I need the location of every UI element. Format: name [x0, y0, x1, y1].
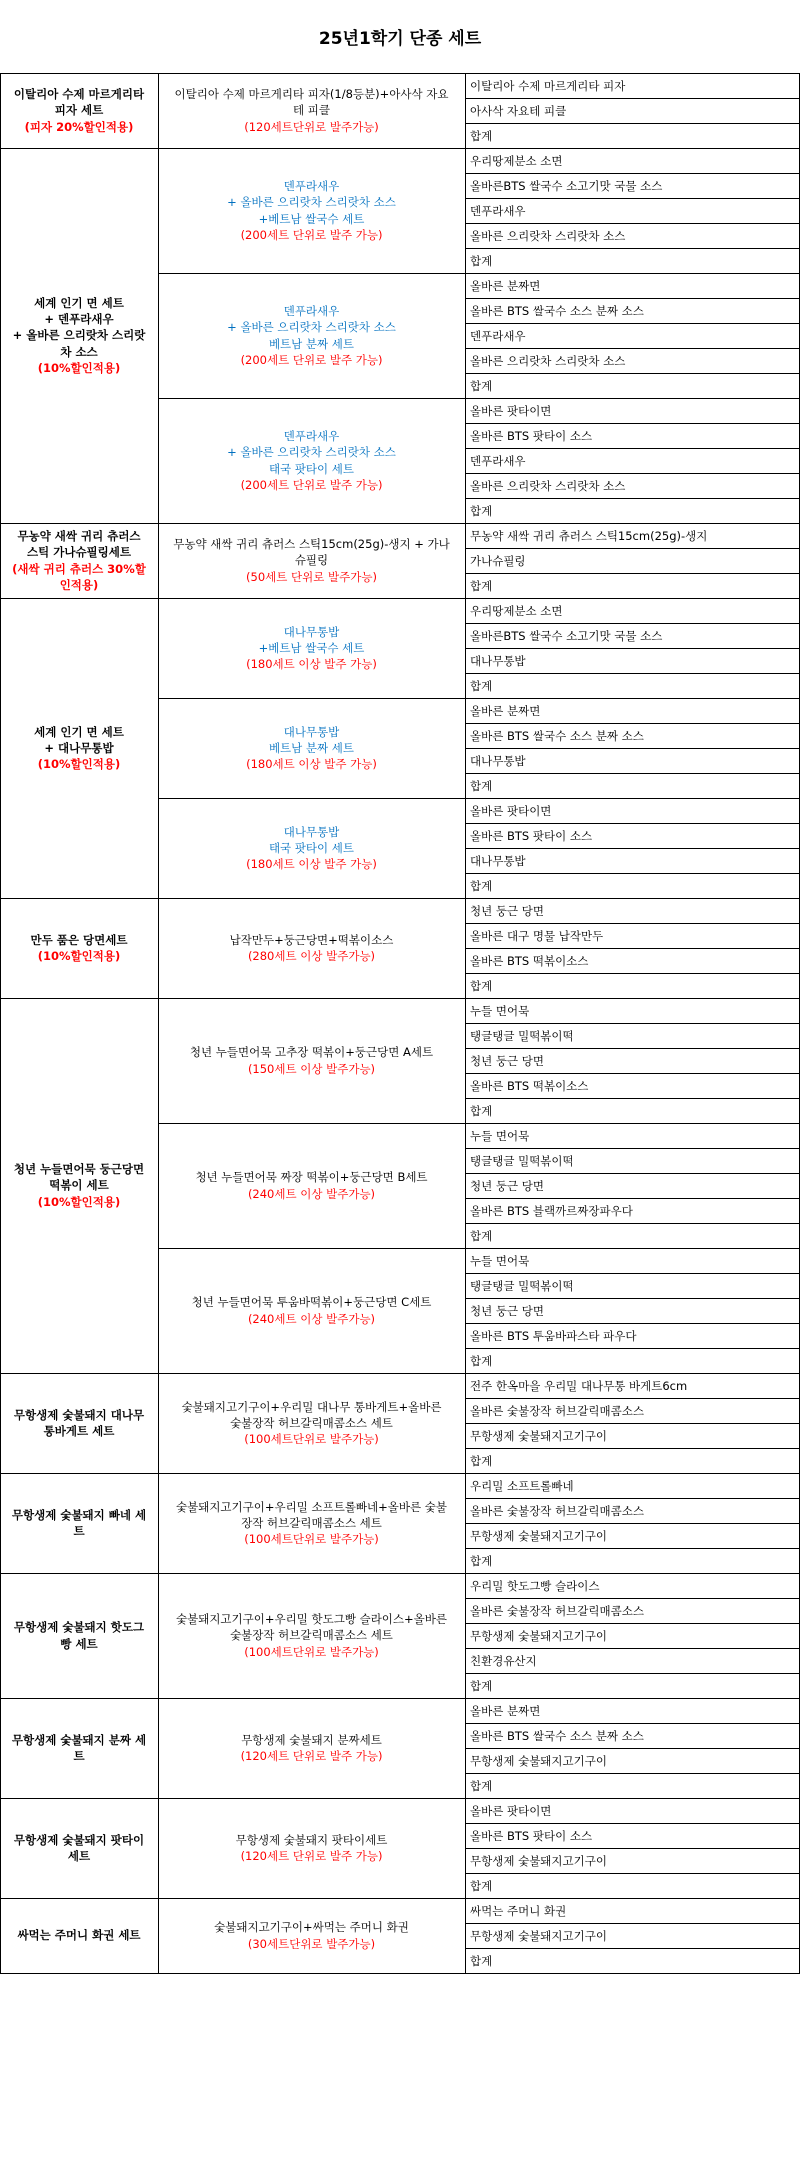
table-rule	[465, 1423, 800, 1424]
component-item: 올바른 BTS 쌀국수 소스 분짜 소스	[470, 1728, 644, 1743]
component-item: 무항생제 숯불돼지고기구이	[470, 1428, 607, 1443]
component-item: 올바른 분짜면	[470, 278, 541, 293]
set-group-name-line: 세계 인기 면 세트	[34, 724, 124, 739]
component-item: 올바른BTS 쌀국수 소고기맛 국물 소스	[470, 178, 663, 193]
component-item: 누들 면어묵	[470, 1253, 530, 1268]
document-title: 25년1학기 단종 세트	[318, 28, 482, 49]
discount-note: (10%할인적용)	[37, 949, 121, 963]
component-item: 올바른 분짜면	[470, 1703, 541, 1718]
total-row: 합계	[470, 128, 493, 143]
component-item: 덴푸라새우	[470, 203, 526, 218]
set-group-name	[0, 523, 158, 598]
set-description	[158, 1898, 465, 1973]
set-group-name-line: 스틱 가나슈필링세트	[27, 545, 131, 560]
set-description-line: 숯불돼지고기구이+우리밀 소프트롤빠네+올바른 숯불	[176, 1499, 447, 1514]
set-description	[158, 1123, 465, 1248]
order-unit-note: (180세트 이상 발주 가능)	[246, 657, 377, 672]
table-rule	[465, 648, 800, 649]
discount-note: (피자 20%할인적용)	[24, 119, 134, 134]
component-item: 무항생제 숯불돼지고기구이	[470, 1853, 607, 1868]
table-rule	[465, 1673, 800, 1674]
set-description-line: 대나무통밥	[283, 724, 340, 739]
set-description-line: 테 피클	[293, 103, 330, 118]
order-unit-note: (120세트단위로 발주가능)	[244, 119, 379, 134]
set-description	[158, 273, 465, 398]
set-group-name	[0, 1373, 158, 1473]
set-group-name	[0, 73, 158, 148]
set-description	[158, 898, 465, 998]
component-item: 올바른 팟타이면	[470, 403, 552, 418]
component-item: 탱글탱글 밀떡볶이떡	[470, 1028, 574, 1043]
component-item: 올바른 으리랏차 스리랏차 소스	[470, 228, 626, 243]
set-group-name-line: 무농약 새싹 귀리 츄러스	[17, 528, 141, 543]
component-item: 올바른 팟타이면	[470, 1803, 552, 1818]
component-item: 누들 면어묵	[470, 1128, 530, 1143]
set-group-name-line: + 덴푸라새우	[44, 312, 114, 326]
table-rule	[465, 1048, 800, 1049]
set-description	[158, 1798, 465, 1898]
table-rule	[465, 548, 800, 549]
set-group-name	[0, 1798, 158, 1898]
order-unit-note: (200세트 단위로 발주 가능)	[240, 477, 383, 492]
set-group-name-line: 무항생제 숯불돼지 빠네 세	[11, 1507, 147, 1522]
table-rule	[465, 123, 800, 124]
component-item: 올바른 BTS 쌀국수 소스 분짜 소스	[470, 303, 644, 318]
component-item: 올바른 BTS 팟타이 소스	[470, 828, 593, 843]
table-rule	[465, 73, 466, 1974]
set-description	[158, 1373, 465, 1473]
order-unit-note: (240세트 이상 발주가능)	[247, 1186, 376, 1201]
total-row: 합계	[470, 978, 493, 993]
total-row: 합계	[470, 503, 493, 518]
total-row: 합계	[470, 1878, 493, 1893]
set-group-name	[0, 598, 158, 898]
table-rule	[465, 348, 800, 349]
order-unit-note: (280세트 이상 발주가능)	[247, 949, 376, 963]
set-description-line: 대나무통밥	[283, 824, 340, 839]
table-rule	[465, 1323, 800, 1324]
table-rule	[465, 1198, 800, 1199]
set-description-line: 무농약 새싹 귀리 츄러스 스틱15cm(25g)-생지 + 가나	[173, 537, 450, 551]
set-description-line: 청년 누들면어묵 고추장 떡볶이+둥근당면 A세트	[189, 1045, 434, 1060]
table-rule	[465, 973, 800, 974]
set-group-name	[0, 148, 158, 523]
order-unit-note: (120세트 단위로 발주 가능)	[240, 1849, 383, 1863]
table-rule	[465, 1348, 800, 1349]
set-description	[158, 1248, 465, 1373]
set-description	[158, 148, 465, 273]
component-item: 대나무통밥	[470, 753, 526, 768]
table-rule	[465, 1398, 800, 1399]
table-rule	[0, 73, 1, 1974]
set-group-name-line: 차 소스	[60, 344, 98, 359]
table-rule	[465, 1598, 800, 1599]
component-item: 올바른 BTS 쌀국수 소스 분짜 소스	[470, 728, 644, 743]
set-description	[158, 73, 465, 148]
set-group-name-line: 피자 세트	[54, 103, 104, 118]
component-item: 우리밀 핫도그빵 슬라이스	[470, 1578, 600, 1593]
component-item: 올바른 숯불장작 허브갈릭매콤소스	[470, 1503, 644, 1518]
set-group-name-line: 트	[73, 1524, 85, 1538]
set-description-line: 대나무통밥	[283, 624, 340, 639]
component-item: 올바른 BTS 팟타이 소스	[470, 428, 593, 443]
component-item: 올바른 BTS 블랙까르짜장파우다	[470, 1203, 633, 1218]
table-rule	[465, 848, 800, 849]
table-rule	[465, 1448, 800, 1449]
component-item: 올바른 대구 명물 납작만두	[470, 928, 604, 943]
table-rule	[465, 298, 800, 299]
set-description-line: 장작 허브갈릭매콤소스 세트	[241, 1515, 382, 1530]
table-rule	[465, 248, 800, 249]
table-rule	[465, 1948, 800, 1949]
set-description	[158, 398, 465, 523]
component-item: 올바른 분짜면	[470, 703, 541, 718]
component-item: 이탈리아 수제 마르게리타 피자	[470, 78, 626, 93]
set-group-name-line: 세트	[67, 1849, 91, 1863]
table-rule	[465, 673, 800, 674]
set-description-line: 베트남 분짜 세트	[268, 336, 355, 351]
total-row: 합계	[470, 1553, 493, 1568]
order-unit-note: (120세트 단위로 발주 가능)	[240, 1749, 383, 1763]
component-item: 무항생제 숯불돼지고기구이	[470, 1928, 607, 1943]
component-item: 올바른 숯불장작 허브갈릭매콤소스	[470, 1603, 644, 1618]
set-description-line: +베트남 쌀국수 세트	[258, 211, 365, 226]
set-description-line: 청년 누들면어묵 짜장 떡볶이+둥근당면 B세트	[195, 1170, 428, 1185]
table-rule	[465, 1023, 800, 1024]
table-rule	[465, 623, 800, 624]
set-group-name	[0, 1473, 158, 1573]
set-description-line: 숯불장작 허브갈릭매콤소스 세트	[230, 1415, 393, 1430]
table-rule	[465, 1273, 800, 1274]
set-description-line: +베트남 쌀국수 세트	[258, 640, 365, 655]
component-item: 올바른 으리랏차 스리랏차 소스	[470, 478, 626, 493]
component-item: 청년 둥근 당면	[470, 1178, 544, 1193]
table-rule	[465, 1923, 800, 1924]
table-rule	[465, 1848, 800, 1849]
set-description-line: 숯불돼지고기구이+우리밀 대나무 통바게트+올바른	[181, 1399, 442, 1414]
set-description	[158, 523, 465, 598]
set-group-name-line: + 올바른 으리랏차 스리랏	[12, 328, 146, 343]
table-rule	[465, 323, 800, 324]
component-item: 덴푸라새우	[470, 453, 526, 468]
table-rule	[465, 573, 800, 574]
component-item: 친환경유산지	[470, 1653, 537, 1668]
component-item: 청년 둥근 당면	[470, 903, 544, 918]
order-unit-note: (100세트단위로 발주가능)	[244, 1432, 379, 1447]
table-rule	[465, 948, 800, 949]
set-group-name-line: 만두 품은 당면세트	[30, 932, 128, 947]
table-rule	[465, 1748, 800, 1749]
total-row: 합계	[470, 253, 493, 268]
component-item: 누들 면어묵	[470, 1003, 530, 1018]
component-item: 청년 둥근 당면	[470, 1303, 544, 1318]
component-item: 대나무통밥	[470, 653, 526, 668]
component-item: 올바른 숯불장작 허브갈릭매콤소스	[470, 1403, 644, 1418]
discount-note: (새싹 귀리 츄러스 30%할	[12, 561, 146, 576]
set-description-line: 슈필링	[294, 553, 329, 568]
set-description-line: 무항생제 숯불돼지 팟타이세트	[235, 1832, 388, 1847]
set-description-line: 덴푸라새우	[283, 303, 340, 318]
set-description-line: 숯불돼지고기구이+우리밀 핫도그빵 슬라이스+올바른	[176, 1612, 447, 1626]
table-rule	[465, 1823, 800, 1824]
table-rule	[465, 1723, 800, 1724]
set-description-line: 태국 팟타이 세트	[268, 461, 355, 476]
discount-note: 인적용)	[59, 577, 99, 592]
total-row: 합계	[470, 1453, 493, 1468]
set-description-line: 태국 팟타이 세트	[268, 840, 355, 855]
set-group-name-line: 무항생제 숯불돼지 팟타이	[13, 1832, 145, 1847]
component-item: 우리땅제분소 소면	[470, 603, 563, 618]
table-rule	[0, 1973, 800, 1974]
set-group-name-line: 싸먹는 주머니 화권 세트	[17, 1928, 141, 1943]
component-item: 무항생제 숯불돼지고기구이	[470, 1753, 607, 1768]
total-row: 합계	[470, 578, 493, 593]
component-item: 무농약 새싹 귀리 츄러스 스틱15cm(25g)-생지	[470, 528, 708, 543]
order-unit-note: (240세트 이상 발주가능)	[247, 1311, 376, 1326]
set-description	[158, 798, 465, 898]
component-item: 무항생제 숯불돼지고기구이	[470, 1628, 607, 1643]
set-description-line: 베트남 분짜 세트	[268, 740, 355, 755]
table-rule	[465, 773, 800, 774]
component-item: 우리밀 소프트롤빠네	[470, 1478, 574, 1493]
table-rule	[465, 198, 800, 199]
set-group-name-line: 트	[73, 1749, 85, 1763]
component-item: 올바른 팟타이면	[470, 803, 552, 818]
set-description	[158, 1573, 465, 1698]
table-rule	[465, 1073, 800, 1074]
component-item: 올바른 BTS 팟타이 소스	[470, 1828, 593, 1843]
set-description-line: + 올바른 으리랏차 스리랏차 소스	[227, 445, 396, 460]
set-description-line: 숯불돼지고기구이+싸먹는 주머니 화권	[214, 1920, 409, 1935]
component-item: 아사삭 자요테 피클	[470, 103, 567, 118]
component-item: 전주 한옥마을 우리밀 대나무통 바게트6cm	[470, 1378, 688, 1393]
table-rule	[465, 1548, 800, 1549]
table-rule	[465, 1498, 800, 1499]
table-rule	[465, 498, 800, 499]
order-unit-note: (200세트 단위로 발주 가능)	[240, 227, 383, 242]
set-group-name-line: 청년 누들면어묵 둥근당면	[13, 1162, 145, 1176]
table-rule	[465, 1148, 800, 1149]
table-rule	[465, 1298, 800, 1299]
total-row: 합계	[470, 1228, 493, 1243]
table-rule	[465, 1523, 800, 1524]
component-item: 올바른 BTS 떡볶이소스	[470, 953, 589, 968]
set-group-name	[0, 898, 158, 998]
total-row: 합계	[470, 1953, 493, 1968]
total-row: 합계	[470, 1778, 493, 1793]
set-description-line: 숯불장작 허브갈릭매콤소스 세트	[230, 1628, 393, 1643]
set-group-name	[0, 1698, 158, 1798]
table-rule	[465, 873, 800, 874]
table-rule	[465, 823, 800, 824]
table-rule	[465, 1173, 800, 1174]
discount-note: (10%할인적용)	[37, 757, 121, 772]
set-description	[158, 598, 465, 698]
component-item: 청년 둥근 당면	[470, 1053, 544, 1068]
component-item: 무항생제 숯불돼지고기구이	[470, 1528, 607, 1543]
component-item: 올바른 BTS 투움바파스타 파우다	[470, 1328, 637, 1343]
set-description-line: + 올바른 으리랏차 스리랏차 소스	[227, 195, 396, 210]
total-row: 합계	[470, 1103, 493, 1118]
table-rule	[465, 723, 800, 724]
table-rule	[465, 1098, 800, 1099]
component-item: 탱글탱글 밀떡볶이떡	[470, 1278, 574, 1293]
set-group-name	[0, 1898, 158, 1973]
set-group-name-line: 빵 세트	[60, 1636, 98, 1651]
set-group-name	[0, 1573, 158, 1698]
set-group-name-line: 세계 인기 면 세트	[34, 295, 124, 310]
table-rule	[465, 1873, 800, 1874]
set-description-line: 청년 누들면어묵 투움바떡볶이+둥근당면 C세트	[191, 1295, 432, 1310]
total-row: 합계	[470, 1678, 493, 1693]
order-unit-note: (200세트 단위로 발주 가능)	[240, 352, 383, 367]
table-rule	[465, 473, 800, 474]
total-row: 합계	[470, 778, 493, 793]
component-item: 올바른 BTS 떡볶이소스	[470, 1078, 589, 1093]
set-group-name-line: + 대나무통밥	[44, 740, 114, 755]
set-group-name-line: 이탈리아 수제 마르게리타	[13, 87, 145, 101]
table-rule	[465, 923, 800, 924]
set-group-name	[0, 998, 158, 1373]
order-unit-note: (30세트단위로 발주가능)	[247, 1936, 376, 1951]
set-group-name-line: 무항생제 숯불돼지 대나무	[13, 1407, 145, 1422]
set-description-line: 이탈리아 수제 마르게리타 피자(1/8등분)+아사삭 자요	[174, 87, 449, 101]
total-row: 합계	[470, 878, 493, 893]
set-description-line: 무항생제 숯불돼지 분짜세트	[241, 1732, 382, 1747]
set-description	[158, 998, 465, 1123]
component-item: 탱글탱글 밀떡볶이떡	[470, 1153, 574, 1168]
discount-note: (10%할인적용)	[37, 1194, 121, 1209]
table-rule	[465, 448, 800, 449]
order-unit-note: (100세트단위로 발주가능)	[244, 1644, 379, 1659]
component-item: 가나슈필링	[470, 553, 526, 568]
component-item: 대나무통밥	[470, 853, 526, 868]
table-rule	[465, 373, 800, 374]
discount-note: (10%할인적용)	[37, 360, 121, 375]
component-item: 덴푸라새우	[470, 328, 526, 343]
table-rule	[465, 1648, 800, 1649]
set-description	[158, 1698, 465, 1798]
total-row: 합계	[470, 678, 493, 693]
component-item: 올바른BTS 쌀국수 소고기맛 국물 소스	[470, 628, 663, 643]
order-unit-note: (150세트 이상 발주가능)	[247, 1061, 376, 1076]
set-group-name-line: 무항생제 숯불돼지 핫도그	[13, 1620, 145, 1635]
order-unit-note: (50세트 단위로 발주가능)	[246, 569, 377, 584]
set-group-name-line: 떡볶이 세트	[49, 1178, 109, 1193]
set-description	[158, 1473, 465, 1573]
set-description-line: 납작만두+둥근당면+떡볶이소스	[229, 932, 394, 947]
component-item: 올바른 으리랏차 스리랏차 소스	[470, 353, 626, 368]
table-rule	[465, 1223, 800, 1224]
order-unit-note: (180세트 이상 발주 가능)	[246, 857, 377, 872]
table-rule	[465, 1773, 800, 1774]
set-group-name-line: 무항생제 숯불돼지 분짜 세	[11, 1732, 147, 1747]
order-unit-note: (180세트 이상 발주 가능)	[246, 757, 377, 772]
table-rule	[465, 223, 800, 224]
table-rule	[465, 1623, 800, 1624]
total-row: 합계	[470, 378, 493, 393]
table-rule	[465, 423, 800, 424]
table-rule	[465, 98, 800, 99]
set-description-line: 덴푸라새우	[283, 428, 340, 443]
set-description-line: + 올바른 으리랏차 스리랏차 소스	[227, 320, 396, 335]
order-unit-note: (100세트단위로 발주가능)	[244, 1532, 379, 1547]
table-rule	[465, 173, 800, 174]
table-rule	[158, 73, 159, 1974]
component-item: 싸먹는 주머니 화권	[470, 1903, 567, 1918]
set-description	[158, 698, 465, 798]
set-group-name-line: 통바게트 세트	[43, 1424, 115, 1438]
component-item: 우리땅제분소 소면	[470, 153, 563, 168]
set-description-line: 덴푸라새우	[283, 178, 340, 193]
total-row: 합계	[470, 1353, 493, 1368]
table-rule	[465, 748, 800, 749]
